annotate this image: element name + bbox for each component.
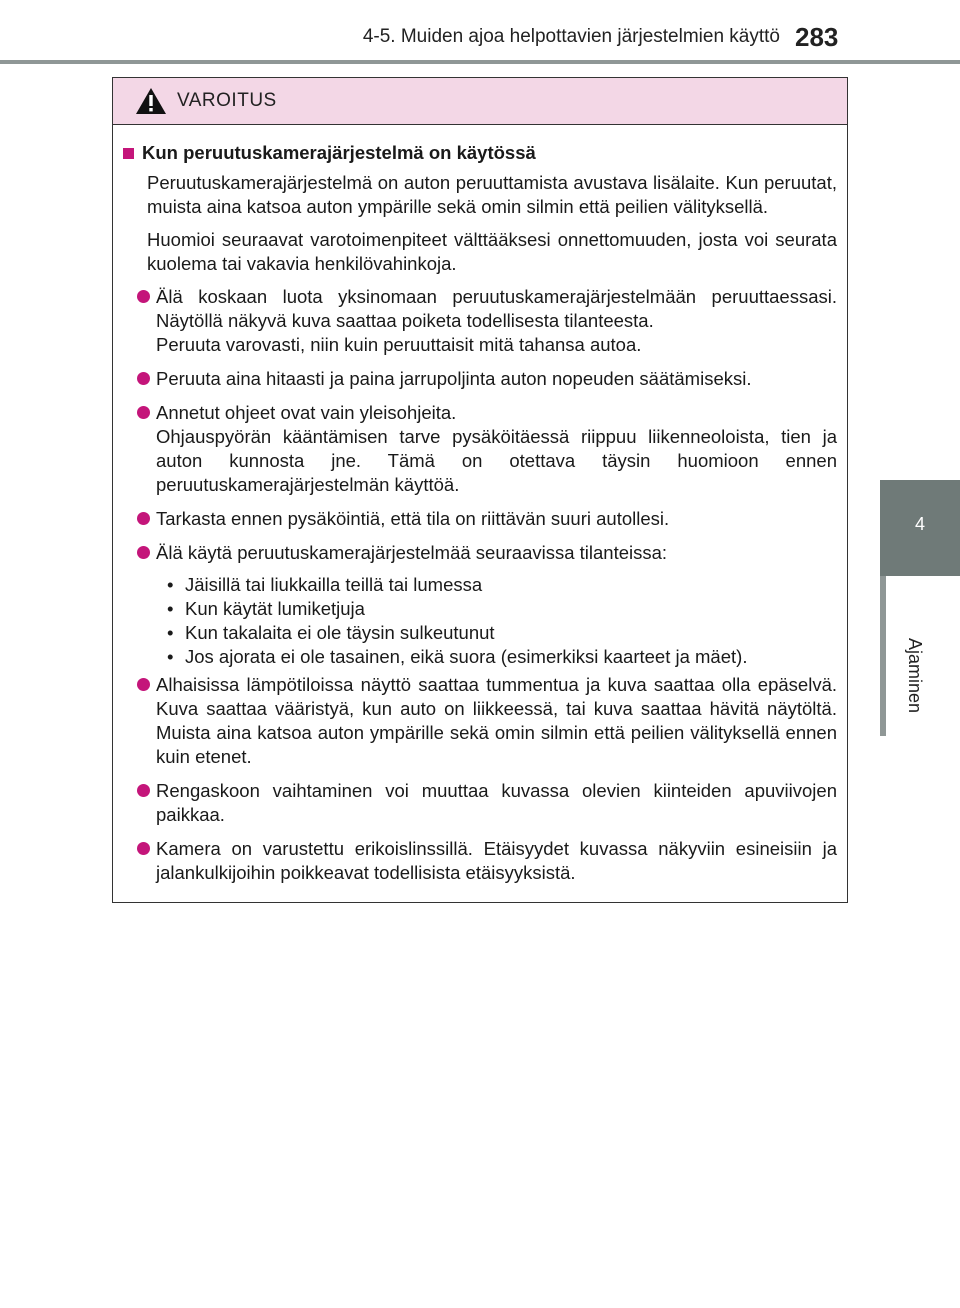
section-heading (123, 141, 837, 165)
list-item (167, 621, 837, 645)
square-bullet-icon (123, 148, 134, 159)
intro-paragraph: Peruutuskamerajärjestelmä on auton peruuttamista avustava lisälaite. Kun peruutat, muista aina katsoa auton ympärille sekä omin silmin että peilien välityksellä. (147, 172, 837, 217)
bullet-item (137, 507, 837, 531)
bullet-text: Peruuta varovasti, niin kuin peruuttaisit mitä tahansa autoa. (156, 334, 642, 355)
bullet-dot-icon (137, 372, 150, 385)
bullet-text: Peruuta aina hitaasti ja paina jarrupoljinta auton nopeuden säätämiseksi. (156, 368, 752, 389)
header-divider (0, 60, 960, 64)
bullet-text: Annetut ohjeet ovat vain yleisohjeita. (156, 402, 457, 423)
intro-paragraph: Huomioi seuraavat varotoimenpiteet välttääksesi onnettomuuden, josta voi seurata kuolema tai vakavia henkilövahinkoja. (147, 229, 837, 274)
list-item (167, 573, 837, 597)
chapter-number: 4 (914, 514, 925, 534)
bullet-dot-icon (137, 842, 150, 855)
chapter-title (895, 620, 935, 730)
page-number: 283 (795, 22, 839, 52)
running-header: 4-5. Muiden ajoa helpottavien järjestelmien käyttö (362, 26, 780, 47)
chapter-tab-line (880, 576, 886, 736)
list-item (167, 597, 837, 621)
bullet-dot-icon (137, 512, 150, 525)
warning-label: VAROITUS (177, 90, 277, 111)
sub-bullet-mark: • (167, 646, 174, 667)
bullet-text: Älä käytä peruutuskamerajärjestelmää seuraavissa tilanteissa: (156, 542, 668, 563)
bullet-dot-icon (137, 546, 150, 559)
bullet-item (137, 541, 837, 565)
bullet-item (137, 837, 837, 885)
bullet-text: Alhaisissa lämpötiloissa näyttö saattaa tummentua ja kuva saattaa olla epäselvä. Kuva saattaa vääristyä, kun auto on liikkeessä, tai kuva saattaa hävitä näytöltä. Muista aina katsoa auton ympärille sekä omin silmin että peilien välityksellä ennen kuin etenet. (156, 674, 837, 767)
sub-bullet-mark: • (167, 622, 174, 643)
bullet-text: Älä koskaan luota yksinomaan peruutuskamerajärjestelmään peruuttaessasi. Näytöllä näkyvä kuva saattaa poiketa todellisesta tilanteesta. (156, 286, 837, 331)
bullet-item (137, 367, 837, 391)
bullet-text: Rengaskoon vaihtaminen voi muuttaa kuvassa olevien kiinteiden apuviivojen paikkaa. (156, 780, 837, 825)
list-item (167, 645, 837, 669)
bullet-text: Ohjauspyörän kääntämisen tarve pysäköitäessä riippuu liikenneoloista, tien ja auton kunnosta jne. Tämä on otettava täysin huomioon ennen peruutuskamerajärjestelmän käyttöä. (156, 426, 837, 495)
bullet-item (137, 779, 837, 827)
bullet-item (137, 673, 837, 769)
situation-list (167, 573, 837, 669)
chapter-title-text: Ajaminen (905, 637, 926, 713)
side-tab-upper (880, 64, 960, 480)
bullet-text: Kamera on varustettu erikoislinssillä. Etäisyydet kuvassa näkyviin esineisiin ja jalankulkijoihin poikkeavat todellisista etäisyyksistä. (156, 838, 837, 883)
bullet-dot-icon (137, 406, 150, 419)
list-item-text: Jos ajorata ei ole tasainen, eikä suora (esimerkiksi kaarteet ja mäet). (185, 646, 748, 667)
bullet-item (137, 285, 837, 357)
warning-body (113, 125, 847, 885)
sub-bullet-mark: • (167, 598, 174, 619)
list-item-text: Kun käytät lumiketjuja (185, 598, 365, 619)
warning-triangle-icon (135, 86, 167, 116)
section-title: Kun peruutuskamerajärjestelmä on käytössä (142, 142, 536, 163)
list-item-text: Kun takalaita ei ole täysin sulkeutunut (185, 622, 495, 643)
bullet-text: Tarkasta ennen pysäköintiä, että tila on riittävän suuri autollesi. (156, 508, 670, 529)
warning-header (113, 78, 847, 125)
bullet-dot-icon (137, 678, 150, 691)
bullet-dot-icon (137, 784, 150, 797)
list-item-text: Jäisillä tai liukkailla teillä tai lumessa (185, 574, 483, 595)
bullet-dot-icon (137, 290, 150, 303)
bullet-item (137, 401, 837, 497)
warning-box (112, 77, 848, 903)
sub-bullet-mark: • (167, 574, 174, 595)
